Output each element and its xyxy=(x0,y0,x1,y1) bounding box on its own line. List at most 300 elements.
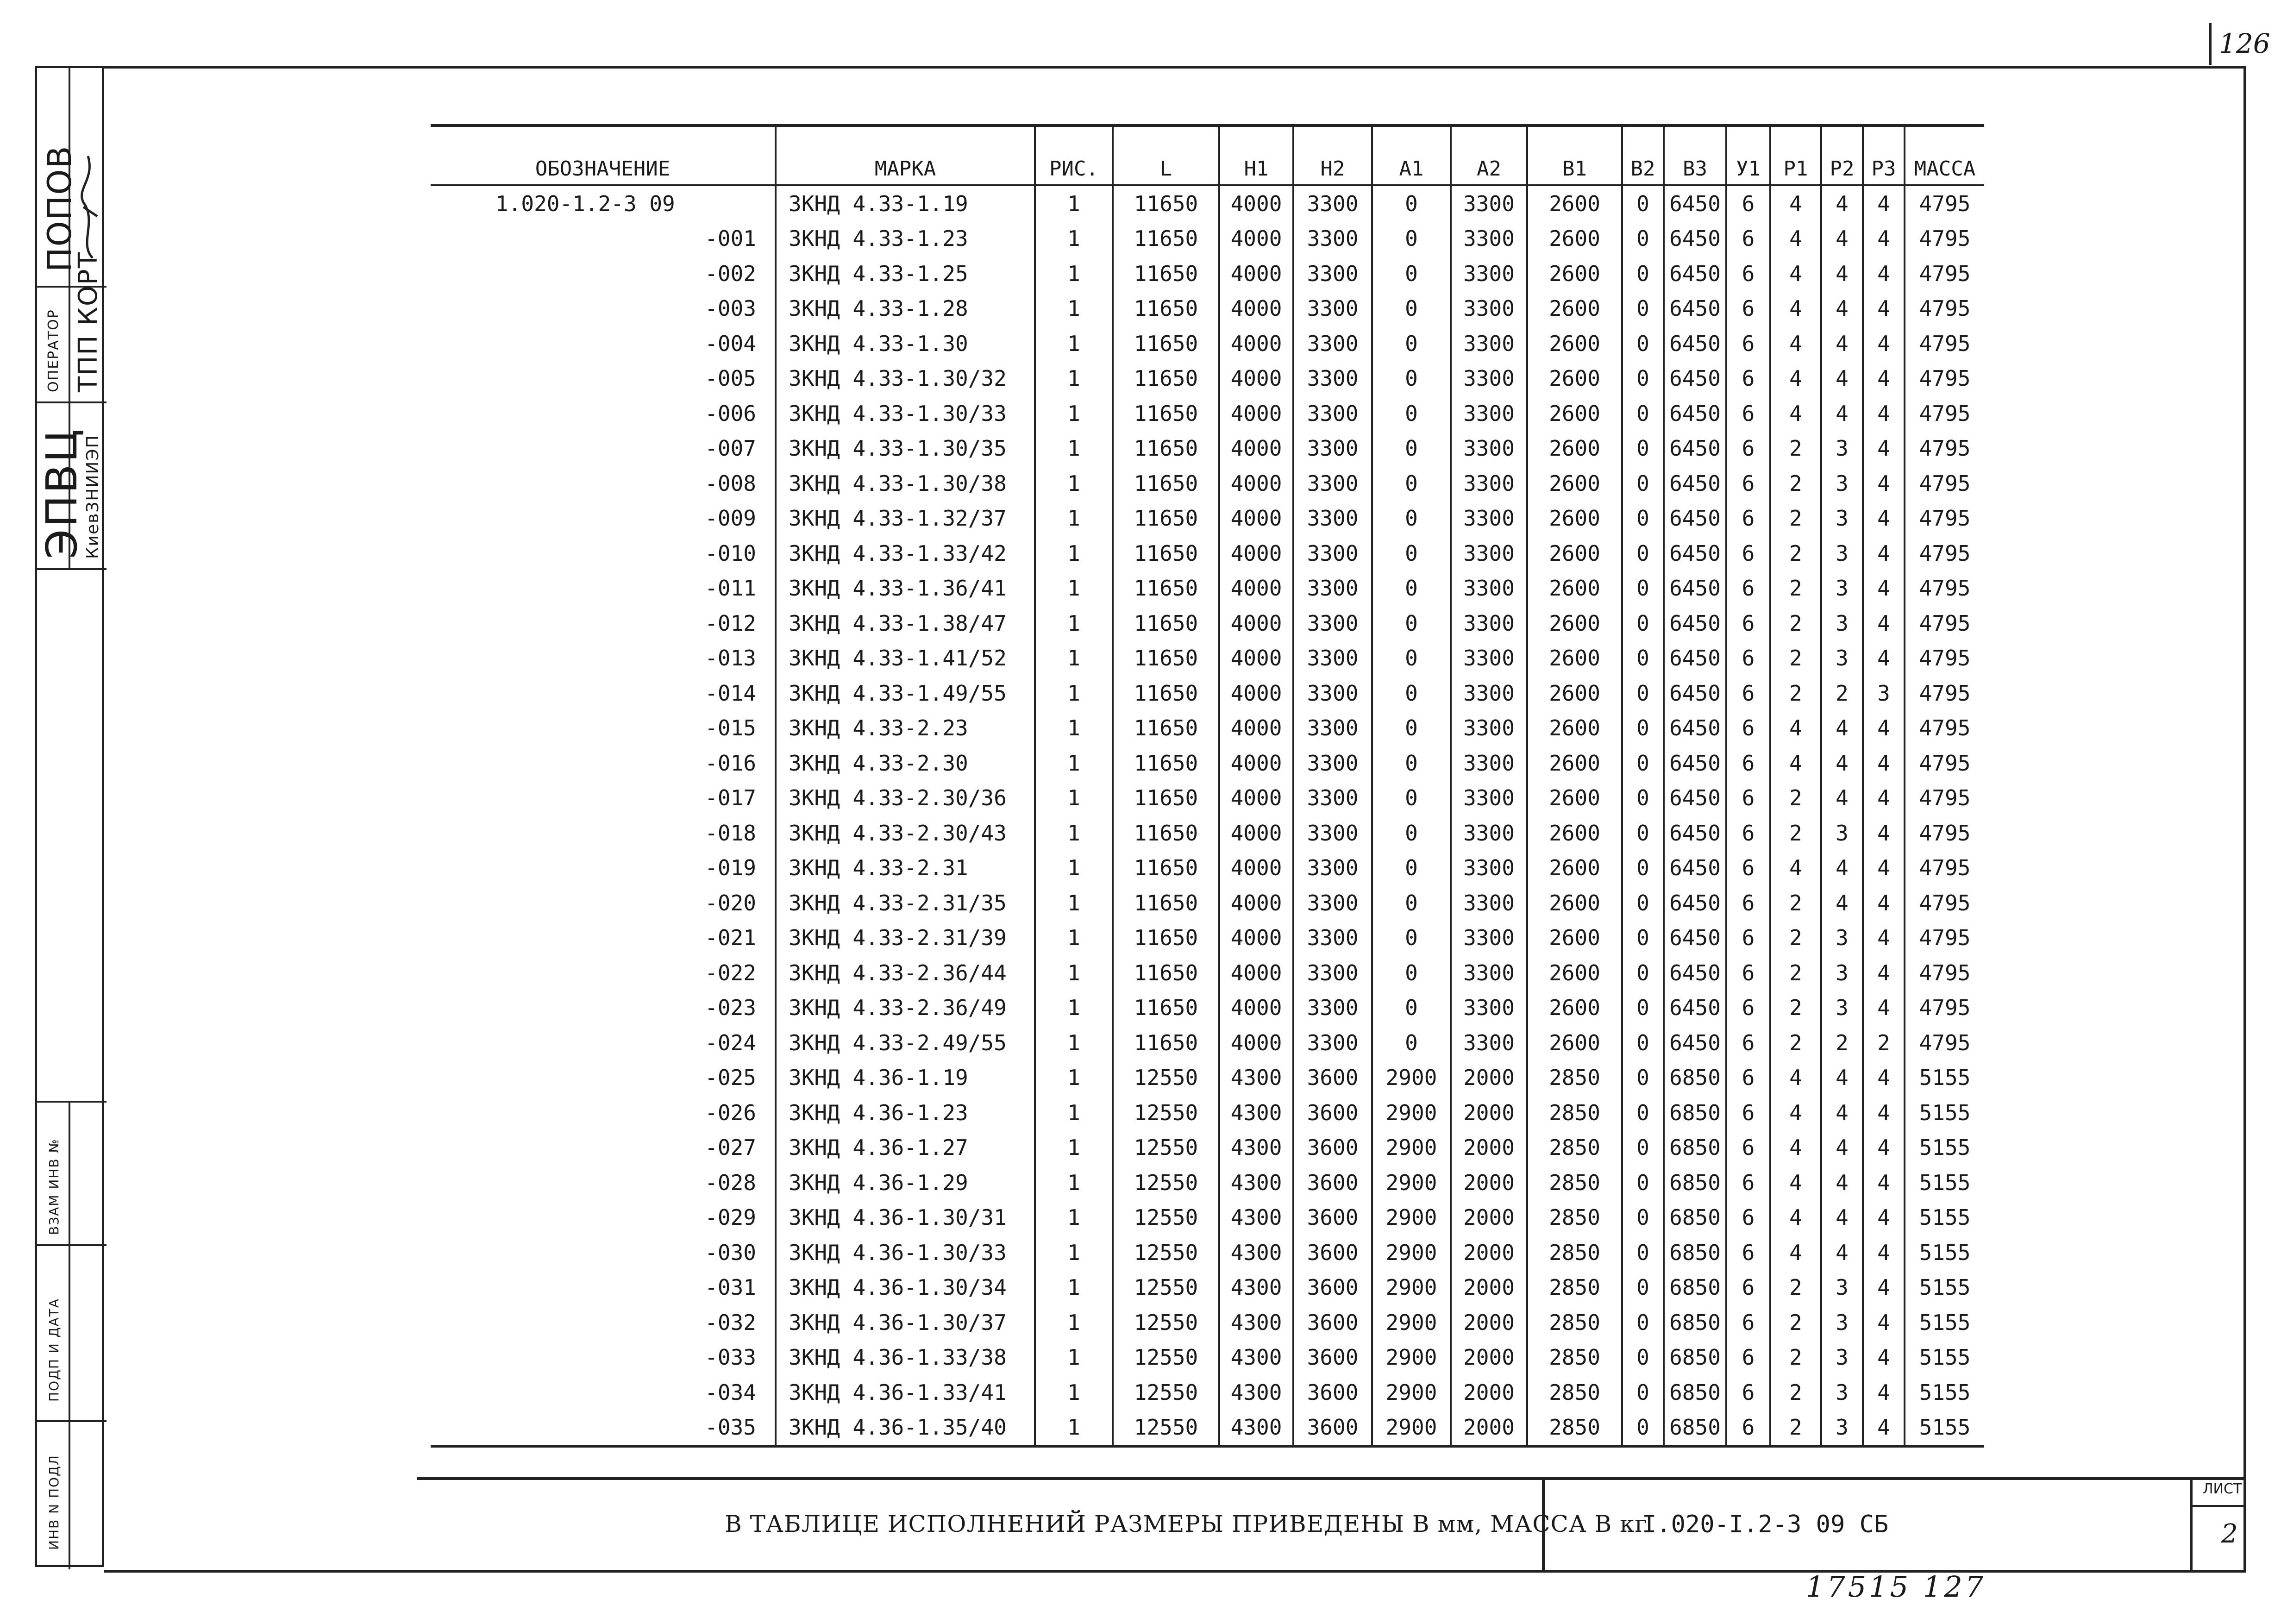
table-cell: 6450 xyxy=(1664,606,1726,641)
table-cell: 2900 xyxy=(1372,1410,1451,1447)
table-cell: 1 xyxy=(1035,431,1113,466)
specification-table-wrap xyxy=(431,124,1984,1448)
units-note: В ТАБЛИЦЕ ИСПОЛНЕНИЙ РАЗМЕРЫ ПРИВЕДЕНЫ В мм, МАССА В кг xyxy=(725,1511,1648,1537)
table-cell: 0 xyxy=(1372,1025,1451,1060)
table-cell: 4795 xyxy=(1919,1030,1971,1055)
table-cell: 3300 xyxy=(1293,571,1372,606)
table-cell: 2 xyxy=(1770,606,1821,641)
table-cell: 1 xyxy=(1035,1410,1113,1447)
table-cell: ЗКНД 4.33-1.30/38 xyxy=(776,466,1035,501)
table-cell: 5155 xyxy=(1919,1310,1971,1335)
table-cell: 4 xyxy=(1821,185,1863,221)
table-cell: 4 xyxy=(1770,256,1821,291)
table-cell: 3 xyxy=(1821,431,1863,466)
table-cell: 4000 xyxy=(1219,955,1293,991)
table-cell: 3600 xyxy=(1293,1200,1372,1235)
table-cell: 4795 xyxy=(1919,191,1971,216)
table-cell: 2 xyxy=(1770,676,1821,711)
table-cell: -003 xyxy=(431,291,776,326)
table-cell: 6450 xyxy=(1664,711,1726,746)
table-row xyxy=(431,1130,1984,1166)
table-cell: 4795 xyxy=(1919,470,1971,496)
table-cell: 6 xyxy=(1726,1025,1770,1060)
table-cell: 4795 xyxy=(1919,610,1971,636)
table-cell: 3 xyxy=(1821,1340,1863,1375)
table-cell: 6450 xyxy=(1664,221,1726,257)
table-cell: -035 xyxy=(431,1410,776,1447)
table-cell: 0 xyxy=(1372,326,1451,361)
table-cell: 0 xyxy=(1622,1235,1664,1270)
table-cell: 1 xyxy=(1035,466,1113,501)
table-cell: 2600 xyxy=(1527,746,1622,781)
table-cell: 0 xyxy=(1622,1340,1664,1375)
table-cell: 6 xyxy=(1726,955,1770,991)
table-cell: 11650 xyxy=(1113,326,1219,361)
table-cell: 3 xyxy=(1821,955,1863,991)
table-cell: 4795 xyxy=(1919,576,1971,601)
table-cell: 3300 xyxy=(1293,851,1372,886)
table-cell: 12550 xyxy=(1113,1095,1219,1130)
table-cell: 4795 xyxy=(1919,680,1971,706)
table-cell: 3300 xyxy=(1451,221,1527,257)
table-cell: 6450 xyxy=(1664,815,1726,851)
table-cell: 2 xyxy=(1770,571,1821,606)
table-cell: 4300 xyxy=(1219,1165,1293,1200)
table-cell: 3600 xyxy=(1293,1130,1372,1166)
table-cell: 3300 xyxy=(1293,256,1372,291)
table-cell: 6 xyxy=(1726,291,1770,326)
table-cell: 2 xyxy=(1770,885,1821,921)
table-cell: 4300 xyxy=(1219,1340,1293,1375)
table-cell: 3300 xyxy=(1451,1025,1527,1060)
table-cell: 4 xyxy=(1770,396,1821,431)
table-cell: ЗКНД 4.36-1.33/41 xyxy=(776,1375,1035,1410)
table-cell: 0 xyxy=(1372,291,1451,326)
table-cell: -011 xyxy=(431,571,776,606)
table-row xyxy=(431,1270,1984,1305)
table-cell: 4795 xyxy=(1919,540,1971,566)
table-cell: 6 xyxy=(1726,1410,1770,1447)
table-cell: 4000 xyxy=(1219,291,1293,326)
table-cell: 0 xyxy=(1372,536,1451,571)
table-cell: 4795 xyxy=(1919,401,1971,426)
table-cell: 4 xyxy=(1863,1340,1905,1375)
table-cell: 0 xyxy=(1372,851,1451,886)
table-cell: 0 xyxy=(1372,676,1451,711)
table-cell: 4 xyxy=(1821,1200,1863,1235)
sheet-number-box xyxy=(2193,1477,2243,1570)
table-cell: 2600 xyxy=(1527,711,1622,746)
strip-divider xyxy=(37,1244,107,1246)
table-cell: -009 xyxy=(431,501,776,536)
table-cell: -012 xyxy=(431,606,776,641)
table-cell: 4 xyxy=(1863,1060,1905,1096)
table-cell: 6850 xyxy=(1664,1235,1726,1270)
table-cell: ЗКНД 4.33-1.25 xyxy=(776,256,1035,291)
table-cell: 4 xyxy=(1770,1165,1821,1200)
table-cell: 3300 xyxy=(1451,641,1527,676)
table-cell: 1 xyxy=(1035,1340,1113,1375)
table-cell: 2000 xyxy=(1451,1235,1527,1270)
table-cell: 4000 xyxy=(1219,1025,1293,1060)
table-cell: -008 xyxy=(431,466,776,501)
table-cell: 3300 xyxy=(1451,396,1527,431)
table-cell: 4 xyxy=(1821,851,1863,886)
table-cell: 0 xyxy=(1622,185,1664,221)
table-cell: 0 xyxy=(1622,781,1664,816)
table-cell: 2600 xyxy=(1527,955,1622,991)
table-cell: 6 xyxy=(1726,815,1770,851)
table-cell: 3300 xyxy=(1293,955,1372,991)
table-cell: 4 xyxy=(1821,1130,1863,1166)
table-cell: 12550 xyxy=(1113,1270,1219,1305)
column-header: B3 xyxy=(1664,125,1726,185)
table-cell: 4000 xyxy=(1219,536,1293,571)
table-cell: -033 xyxy=(431,1340,776,1375)
table-cell: 4795 xyxy=(1919,785,1971,811)
table-cell: ЗКНД 4.36-1.30/33 xyxy=(776,1235,1035,1270)
table-cell: 12550 xyxy=(1113,1060,1219,1096)
table-cell: 4 xyxy=(1770,746,1821,781)
table-row xyxy=(431,501,1984,536)
table-cell: 3300 xyxy=(1451,291,1527,326)
table-cell: 4300 xyxy=(1219,1235,1293,1270)
table-cell: 3300 xyxy=(1293,396,1372,431)
table-cell: 4 xyxy=(1863,256,1905,291)
table-cell: 2600 xyxy=(1527,676,1622,711)
table-cell: 2600 xyxy=(1527,815,1622,851)
table-cell: 2000 xyxy=(1451,1130,1527,1166)
table-cell: 3 xyxy=(1821,1410,1863,1447)
table-row xyxy=(431,326,1984,361)
table-cell: 2850 xyxy=(1527,1165,1622,1200)
table-cell: 6850 xyxy=(1664,1060,1726,1096)
column-header: МАССА xyxy=(1905,125,1984,185)
table-cell: -024 xyxy=(431,1025,776,1060)
table-cell: 3300 xyxy=(1293,885,1372,921)
table-row xyxy=(431,711,1984,746)
table-cell: 11650 xyxy=(1113,711,1219,746)
table-cell: 4000 xyxy=(1219,396,1293,431)
table-cell: 3300 xyxy=(1451,361,1527,396)
column-header: B1 xyxy=(1527,125,1622,185)
table-cell: 4000 xyxy=(1219,641,1293,676)
table-cell: 4795 xyxy=(1919,995,1971,1021)
table-cell: 11650 xyxy=(1113,431,1219,466)
table-row xyxy=(431,921,1984,956)
table-row xyxy=(431,1305,1984,1340)
organization-name: ЭПВЦ xyxy=(37,427,87,559)
column-header: РИС. xyxy=(1035,125,1113,185)
table-cell: 1 xyxy=(1035,815,1113,851)
table-cell: 0 xyxy=(1372,746,1451,781)
table-cell: 2900 xyxy=(1372,1375,1451,1410)
table-row xyxy=(431,1410,1984,1447)
table-cell: 4 xyxy=(1821,1095,1863,1130)
table-cell: 3300 xyxy=(1451,885,1527,921)
table-cell: 1 xyxy=(1035,536,1113,571)
table-cell: 2600 xyxy=(1527,921,1622,956)
table-cell: 1 xyxy=(1035,1375,1113,1410)
table-cell: -032 xyxy=(431,1305,776,1340)
table-cell: 6450 xyxy=(1664,501,1726,536)
table-cell: 2000 xyxy=(1451,1270,1527,1305)
table-cell: 2600 xyxy=(1527,781,1622,816)
table-cell: ЗКНД 4.33-1.28 xyxy=(776,291,1035,326)
strip-divider xyxy=(37,401,107,403)
table-row xyxy=(431,955,1984,991)
table-cell: 4000 xyxy=(1219,781,1293,816)
table-cell: 5155 xyxy=(1919,1100,1971,1125)
table-cell: 6 xyxy=(1726,1340,1770,1375)
column-header: P3 xyxy=(1863,125,1905,185)
table-cell: 3300 xyxy=(1293,501,1372,536)
table-cell: 4000 xyxy=(1219,921,1293,956)
table-cell: 2600 xyxy=(1527,291,1622,326)
table-cell: 3300 xyxy=(1293,815,1372,851)
table-row xyxy=(431,1060,1984,1096)
table-cell: 4 xyxy=(1863,851,1905,886)
table-cell: 0 xyxy=(1372,815,1451,851)
table-cell: -010 xyxy=(431,536,776,571)
table-row xyxy=(431,991,1984,1026)
table-cell: 12550 xyxy=(1113,1200,1219,1235)
table-cell: 3300 xyxy=(1293,921,1372,956)
table-row xyxy=(431,885,1984,921)
table-cell: 2900 xyxy=(1372,1130,1451,1166)
table-row xyxy=(431,746,1984,781)
table-cell: 2900 xyxy=(1372,1340,1451,1375)
table-cell: 4 xyxy=(1821,1060,1863,1096)
table-cell: 4 xyxy=(1863,185,1905,221)
table-cell: 1 xyxy=(1035,991,1113,1026)
table-cell: 4 xyxy=(1770,291,1821,326)
table-cell: 4 xyxy=(1863,1375,1905,1410)
strip-divider xyxy=(37,568,107,570)
table-cell: 4000 xyxy=(1219,746,1293,781)
table-cell: 0 xyxy=(1372,361,1451,396)
table-cell: 6 xyxy=(1726,431,1770,466)
table-cell: 6850 xyxy=(1664,1130,1726,1166)
table-cell: 3300 xyxy=(1293,326,1372,361)
table-cell: 4795 xyxy=(1919,646,1971,671)
table-cell: 3600 xyxy=(1293,1270,1372,1305)
table-cell: 4 xyxy=(1821,1165,1863,1200)
table-cell: 0 xyxy=(1372,641,1451,676)
table-cell: 4300 xyxy=(1219,1375,1293,1410)
table-cell: 1 xyxy=(1035,676,1113,711)
table-cell: 3600 xyxy=(1293,1095,1372,1130)
table-cell: 4000 xyxy=(1219,851,1293,886)
table-cell: 3300 xyxy=(1451,955,1527,991)
table-cell: 4 xyxy=(1863,1235,1905,1270)
table-cell: 4 xyxy=(1821,396,1863,431)
table-cell: ЗКНД 4.33-2.30/43 xyxy=(776,815,1035,851)
table-cell: 4 xyxy=(1863,1410,1905,1447)
table-cell: 2000 xyxy=(1451,1305,1527,1340)
table-cell: 11650 xyxy=(1113,1025,1219,1060)
table-cell: ЗКНД 4.36-1.30/34 xyxy=(776,1270,1035,1305)
table-cell: 6450 xyxy=(1664,1025,1726,1060)
strip-divider xyxy=(37,1101,107,1103)
table-cell: 6 xyxy=(1726,256,1770,291)
table-cell: 6450 xyxy=(1664,256,1726,291)
table-cell: 6450 xyxy=(1664,361,1726,396)
surname-label: ПОПОВ xyxy=(41,145,79,272)
table-cell: 3 xyxy=(1821,466,1863,501)
table-cell: 11650 xyxy=(1113,256,1219,291)
table-cell: -005 xyxy=(431,361,776,396)
table-cell: 4 xyxy=(1863,641,1905,676)
table-cell: 2600 xyxy=(1527,606,1622,641)
table-cell: -004 xyxy=(431,326,776,361)
table-cell: 2000 xyxy=(1451,1410,1527,1447)
table-row xyxy=(431,606,1984,641)
table-cell: 1 xyxy=(1035,256,1113,291)
table-cell: -006 xyxy=(431,396,776,431)
table-cell: 0 xyxy=(1372,885,1451,921)
table-cell: 4795 xyxy=(1919,506,1971,531)
table-cell: 4 xyxy=(1863,606,1905,641)
table-cell: 6850 xyxy=(1664,1340,1726,1375)
table-cell: 6450 xyxy=(1664,781,1726,816)
table-cell: 4000 xyxy=(1219,885,1293,921)
table-cell: 1 xyxy=(1035,221,1113,257)
table-cell: 1 xyxy=(1035,746,1113,781)
table-cell: 3300 xyxy=(1293,641,1372,676)
table-cell: 4 xyxy=(1863,501,1905,536)
table-row xyxy=(431,571,1984,606)
table-cell: 1 xyxy=(1035,1270,1113,1305)
table-cell: 4 xyxy=(1770,361,1821,396)
table-cell: 0 xyxy=(1372,501,1451,536)
table-cell: 5155 xyxy=(1919,1379,1971,1405)
table-cell: 3600 xyxy=(1293,1305,1372,1340)
table-cell: 6 xyxy=(1726,1130,1770,1166)
table-cell: -021 xyxy=(431,921,776,956)
table-cell: 11650 xyxy=(1113,291,1219,326)
table-cell: 5155 xyxy=(1919,1240,1971,1265)
table-cell: 3 xyxy=(1821,536,1863,571)
table-cell: ЗКНД 4.33-1.30 xyxy=(776,326,1035,361)
table-cell: 5155 xyxy=(1919,1345,1971,1370)
table-cell: -015 xyxy=(431,711,776,746)
table-cell: 0 xyxy=(1622,1375,1664,1410)
table-cell: 6 xyxy=(1726,396,1770,431)
document-code-box xyxy=(1542,1477,2193,1570)
table-cell: 2850 xyxy=(1527,1095,1622,1130)
institute-name: КиевЗНИИЭП xyxy=(83,434,102,559)
table-cell: 0 xyxy=(1622,1060,1664,1096)
table-cell: 0 xyxy=(1622,711,1664,746)
table-cell: ЗКНД 4.33-2.30/36 xyxy=(776,781,1035,816)
table-cell: 1 xyxy=(1035,711,1113,746)
table-cell: 0 xyxy=(1622,641,1664,676)
table-cell: ЗКНД 4.36-1.30/31 xyxy=(776,1200,1035,1235)
table-cell: 5155 xyxy=(1919,1415,1971,1440)
table-cell: 4000 xyxy=(1219,676,1293,711)
table-cell: 4795 xyxy=(1919,890,1971,915)
table-cell: -030 xyxy=(431,1235,776,1270)
table-cell: 11650 xyxy=(1113,571,1219,606)
table-cell: 0 xyxy=(1372,396,1451,431)
table-cell: 12550 xyxy=(1113,1375,1219,1410)
table-cell: 4 xyxy=(1863,326,1905,361)
table-cell: 4300 xyxy=(1219,1305,1293,1340)
table-cell: 4 xyxy=(1821,746,1863,781)
table-cell: 1 xyxy=(1035,185,1113,221)
table-cell: 4 xyxy=(1770,1200,1821,1235)
table-row xyxy=(431,361,1984,396)
table-cell: 4000 xyxy=(1219,571,1293,606)
table-cell: 4 xyxy=(1863,431,1905,466)
table-cell: 1 xyxy=(1035,921,1113,956)
table-cell: 0 xyxy=(1372,711,1451,746)
table-cell: 12550 xyxy=(1113,1340,1219,1375)
table-cell: 2 xyxy=(1821,1025,1863,1060)
table-cell: ЗКНД 4.33-2.31/39 xyxy=(776,921,1035,956)
table-row xyxy=(431,431,1984,466)
table-cell: -028 xyxy=(431,1165,776,1200)
table-cell: 6450 xyxy=(1664,921,1726,956)
field-signature-date: ПОДП И ДАТА xyxy=(46,1298,62,1402)
signature-mark xyxy=(74,151,102,263)
column-header: P2 xyxy=(1821,125,1863,185)
table-cell: 1 xyxy=(1035,571,1113,606)
table-cell: 4 xyxy=(1863,466,1905,501)
table-cell: 3 xyxy=(1821,606,1863,641)
table-cell: 11650 xyxy=(1113,991,1219,1026)
table-row xyxy=(431,1200,1984,1235)
table-cell: 3600 xyxy=(1293,1410,1372,1447)
table-cell: 4 xyxy=(1770,221,1821,257)
table-cell: 0 xyxy=(1372,571,1451,606)
table-cell: 3300 xyxy=(1451,921,1527,956)
table-cell: 6 xyxy=(1726,185,1770,221)
table-cell: ЗКНД 4.33-1.33/42 xyxy=(776,536,1035,571)
table-cell: 3 xyxy=(1821,991,1863,1026)
column-header: A1 xyxy=(1372,125,1451,185)
table-cell: 4 xyxy=(1821,1235,1863,1270)
operator-label: ОПЕРАТОР xyxy=(45,309,62,392)
table-cell: 2 xyxy=(1770,1025,1821,1060)
side-stamp-strip xyxy=(35,66,104,1567)
table-cell: 0 xyxy=(1622,746,1664,781)
table-cell: -016 xyxy=(431,746,776,781)
column-header: A2 xyxy=(1451,125,1527,185)
table-cell: 4795 xyxy=(1919,366,1971,391)
table-row xyxy=(431,185,1984,221)
table-cell: 3 xyxy=(1821,1270,1863,1305)
table-cell: 4795 xyxy=(1919,296,1971,321)
table-cell: 4795 xyxy=(1919,436,1971,461)
table-cell: 0 xyxy=(1622,606,1664,641)
table-cell: 11650 xyxy=(1113,606,1219,641)
table-cell: ЗКНД 4.36-1.23 xyxy=(776,1095,1035,1130)
table-cell: 0 xyxy=(1372,991,1451,1026)
table-cell: 4 xyxy=(1863,885,1905,921)
table-cell: 6450 xyxy=(1664,326,1726,361)
table-cell: 3 xyxy=(1821,641,1863,676)
column-header: У1 xyxy=(1726,125,1770,185)
column-header: B2 xyxy=(1622,125,1664,185)
strip-divider xyxy=(37,1420,107,1422)
table-cell: 1 xyxy=(1035,1095,1113,1130)
table-cell: 4000 xyxy=(1219,256,1293,291)
table-cell: 6 xyxy=(1726,1095,1770,1130)
table-cell: 3600 xyxy=(1293,1060,1372,1096)
table-cell: 4 xyxy=(1863,536,1905,571)
